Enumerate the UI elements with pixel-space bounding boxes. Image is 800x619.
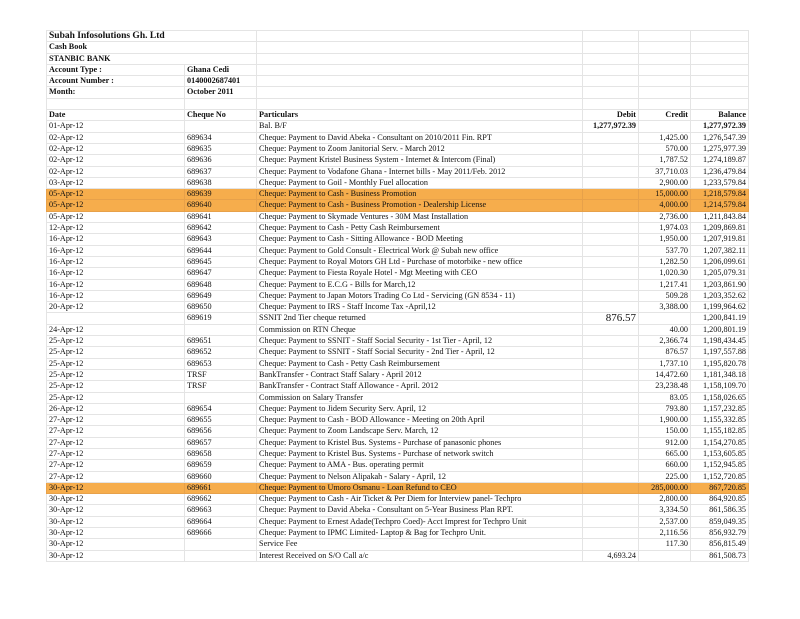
row-credit: 912.00 [639,437,691,448]
row-particulars: Interest Received on S/O Call a/c [257,550,583,561]
row-date: 05-Apr-12 [47,200,185,211]
account-type-value: Ghana Cedi [185,64,257,75]
table-row [47,223,749,234]
book-name: Cash Book [47,42,257,53]
row-debit [583,392,639,403]
row-balance: 1,207,382.11 [691,245,749,256]
row-cheque-no [185,550,257,561]
header-particulars: Particulars [257,110,583,121]
row-debit [583,166,639,177]
row-cheque-no: 689644 [185,245,257,256]
row-debit: 4,693.24 [583,550,639,561]
table-row [47,189,749,200]
cash-book-table [46,30,749,562]
month-label: Month: [47,87,185,98]
row-credit: 1,217.41 [639,279,691,290]
row-balance: 1,276,547.39 [691,132,749,143]
row-date: 25-Apr-12 [47,392,185,403]
header-debit: Debit [583,110,639,121]
row-cheque-no: 689661 [185,482,257,493]
table-row [47,132,749,143]
row-balance: 1,158,109.70 [691,381,749,392]
row-credit: 876.57 [639,347,691,358]
account-number-row [47,76,749,87]
row-credit: 1,787.52 [639,155,691,166]
table-row [47,494,749,505]
row-particulars: BankTransfer - Contract Staff AIlowance - April. 2012 [257,381,583,392]
row-cheque-no: 689654 [185,403,257,414]
row-cheque-no: 689635 [185,143,257,154]
account-number-label: Account Number : [47,76,185,87]
row-balance: 864,920.85 [691,494,749,505]
row-credit: 2,537.00 [639,516,691,527]
row-balance: 856,932.79 [691,528,749,539]
row-credit: 2,366.74 [639,336,691,347]
row-cheque-no: 689660 [185,471,257,482]
table-row [47,234,749,245]
row-date: 27-Apr-12 [47,426,185,437]
row-date: 16-Apr-12 [47,234,185,245]
row-date: 30-Apr-12 [47,482,185,493]
row-cheque-no: 689656 [185,426,257,437]
row-credit: 1,282.50 [639,256,691,267]
row-particulars: Cheque: Payment to Cash - Sitting Allowance - BOD Meeting [257,234,583,245]
row-credit: 2,116.56 [639,528,691,539]
row-balance: 1,206,099.61 [691,256,749,267]
row-credit: 660.00 [639,460,691,471]
row-date: 25-Apr-12 [47,347,185,358]
table-row [47,155,749,166]
row-particulars: Cheque: Payment Kristel Business System - Internet & Intercom (Final) [257,155,583,166]
row-balance: 856,815.49 [691,539,749,550]
row-balance: 867,720.85 [691,482,749,493]
row-particulars: Cheque: Payment to Skymade Ventures - 30M Mast Installation [257,211,583,222]
row-credit: 23,238.48 [639,381,691,392]
table-row [47,528,749,539]
table-row [47,471,749,482]
row-debit [583,132,639,143]
row-cheque-no: 689659 [185,460,257,471]
row-particulars: Cheque: Payment to Fiesta Royale Hotel - Mgt Meeting with CEO [257,268,583,279]
row-debit: 876.57 [583,313,639,324]
bank-name: STANBIC BANK [47,53,257,64]
row-credit: 3,388.00 [639,302,691,313]
row-cheque-no: 689642 [185,223,257,234]
table-row [47,324,749,335]
row-debit [583,177,639,188]
row-cheque-no: 689653 [185,358,257,369]
row-cheque-no: 689619 [185,313,257,324]
row-debit [583,403,639,414]
header-credit: Credit [639,110,691,121]
row-debit [583,347,639,358]
cash-book-body [47,31,749,562]
table-row [47,381,749,392]
company-name: Subah Infosolutions Gh. Ltd [47,31,257,42]
row-debit [583,437,639,448]
spacer-row [47,98,749,109]
row-debit [583,302,639,313]
table-row [47,437,749,448]
row-date: 27-Apr-12 [47,471,185,482]
header-balance: Balance [691,110,749,121]
row-particulars: Cheque: Payment to SSNIT - Staff Social Security - 2nd Tier - April, 12 [257,347,583,358]
row-date: 05-Apr-12 [47,189,185,200]
row-date: 30-Apr-12 [47,528,185,539]
row-credit: 2,900.00 [639,177,691,188]
row-debit [583,369,639,380]
row-credit: 509.28 [639,290,691,301]
row-balance: 1,200,801.19 [691,324,749,335]
cash-book-sheet [46,30,748,562]
row-particulars: Cheque: Payment to Goil - Monthly Fuel allocation [257,177,583,188]
row-debit [583,460,639,471]
row-cheque-no: 689652 [185,347,257,358]
row-date: 16-Apr-12 [47,290,185,301]
row-balance: 1,205,079.31 [691,268,749,279]
row-cheque-no: 689648 [185,279,257,290]
row-cheque-no: 689643 [185,234,257,245]
row-date: 27-Apr-12 [47,448,185,459]
table-row [47,200,749,211]
row-date: 27-Apr-12 [47,460,185,471]
bank-row [47,53,749,64]
row-debit [583,279,639,290]
row-balance: 1,152,720.85 [691,471,749,482]
table-row [47,505,749,516]
row-debit [583,223,639,234]
row-particulars: Cheque: Payment to Cash - Business Promotion [257,189,583,200]
row-date: 27-Apr-12 [47,437,185,448]
row-balance: 1,155,332.85 [691,415,749,426]
table-row [47,347,749,358]
row-particulars: Cheque: Payment to Cash - Business Promotion - Dealership License [257,200,583,211]
row-balance: 1,195,820.78 [691,358,749,369]
row-particulars: Cheque: Payment to Japan Motors Trading Co Ltd - Servicing (GN 8534 - 11) [257,290,583,301]
row-particulars: Bal. B/F [257,121,583,132]
row-credit: 2,800.00 [639,494,691,505]
row-credit: 40.00 [639,324,691,335]
row-cheque-no: 689662 [185,494,257,505]
row-particulars: Cheque: Payment to David Abeka - Consultant on 2010/2011 Fin. RPT [257,132,583,143]
row-balance: 861,508.73 [691,550,749,561]
row-cheque-no: TRSF [185,369,257,380]
table-row [47,369,749,380]
row-date: 30-Apr-12 [47,516,185,527]
table-row [47,143,749,154]
row-credit: 1,974.03 [639,223,691,234]
row-balance: 1,157,232.85 [691,403,749,414]
row-credit: 1,020.30 [639,268,691,279]
row-cheque-no: 689664 [185,516,257,527]
row-credit: 1,900.00 [639,415,691,426]
row-debit [583,426,639,437]
row-particulars: Cheque: Payment to Nelson Alipakah - Salary - April, 12 [257,471,583,482]
row-debit [583,448,639,459]
row-cheque-no: 689649 [185,290,257,301]
row-date: 02-Apr-12 [47,143,185,154]
row-cheque-no: 689657 [185,437,257,448]
row-credit: 537.70 [639,245,691,256]
row-debit [583,415,639,426]
row-date: 30-Apr-12 [47,505,185,516]
row-particulars: Cheque: Payment to Jidem Security Serv. April, 12 [257,403,583,414]
row-cheque-no: 689639 [185,189,257,200]
table-row [47,426,749,437]
row-credit: 225.00 [639,471,691,482]
row-cheque-no: 689636 [185,155,257,166]
row-particulars: Commission on RTN Cheque [257,324,583,335]
row-cheque-no [185,324,257,335]
row-particulars: Service Fee [257,539,583,550]
row-debit [583,290,639,301]
row-credit: 665.00 [639,448,691,459]
table-row [47,245,749,256]
row-date: 16-Apr-12 [47,279,185,290]
row-date: 25-Apr-12 [47,336,185,347]
row-date: 01-Apr-12 [47,121,185,132]
table-row [47,448,749,459]
row-debit [583,245,639,256]
row-balance: 1,152,945.85 [691,460,749,471]
row-balance: 1,209,869.81 [691,223,749,234]
row-debit [583,256,639,267]
row-cheque-no: TRSF [185,381,257,392]
row-balance: 1,203,861.90 [691,279,749,290]
row-date: 30-Apr-12 [47,539,185,550]
row-credit: 150.00 [639,426,691,437]
row-cheque-no [185,392,257,403]
row-debit [583,155,639,166]
row-date: 30-Apr-12 [47,494,185,505]
row-balance: 1,218,579.84 [691,189,749,200]
row-balance: 1,153,605.85 [691,448,749,459]
row-cheque-no: 689640 [185,200,257,211]
row-balance: 1,275,977.39 [691,143,749,154]
row-cheque-no: 689638 [185,177,257,188]
row-balance: 1,155,182.85 [691,426,749,437]
row-particulars: Cheque: Payment to AMA - Bus. operating permit [257,460,583,471]
table-row [47,313,749,324]
row-date: 25-Apr-12 [47,369,185,380]
row-date: 25-Apr-12 [47,358,185,369]
row-date: 16-Apr-12 [47,256,185,267]
row-balance: 1,203,352.62 [691,290,749,301]
row-balance: 1,236,479.84 [691,166,749,177]
row-balance: 1,214,579.84 [691,200,749,211]
row-debit [583,381,639,392]
row-cheque-no: 689645 [185,256,257,267]
row-date: 16-Apr-12 [47,268,185,279]
row-date: 26-Apr-12 [47,403,185,414]
table-row [47,392,749,403]
row-balance: 1,211,843.84 [691,211,749,222]
row-credit: 793.80 [639,403,691,414]
row-balance: 861,586.35 [691,505,749,516]
row-date: 25-Apr-12 [47,381,185,392]
row-date: 05-Apr-12 [47,211,185,222]
table-row [47,279,749,290]
company-row [47,31,749,42]
row-cheque-no: 689663 [185,505,257,516]
row-balance: 1,181,348.18 [691,369,749,380]
row-debit [583,516,639,527]
row-credit: 4,000.00 [639,200,691,211]
row-credit: 2,736.00 [639,211,691,222]
table-row [47,415,749,426]
account-number-value: 0140002687401 [185,76,257,87]
table-row [47,290,749,301]
row-balance: 1,207,919.81 [691,234,749,245]
row-particulars: Cheque: Payment to Ernest Adade(Techpro Coed)- Acct Imprest for Techpro Unit [257,516,583,527]
row-particulars: Cheque: Payment to Cash - BOD Allowance - Meeting on 20th April [257,415,583,426]
row-particulars: Cheque: Payment to IPMC Limited- Laptop & Bag for Techpro Unit. [257,528,583,539]
row-debit [583,471,639,482]
row-cheque-no: 689637 [185,166,257,177]
row-particulars: Cheque: Payment to Umoro Osmanu - Loan Refund to CEO [257,482,583,493]
row-particulars: Cheque: Payment to IRS - Staff Income Tax -April,12 [257,302,583,313]
table-row [47,268,749,279]
row-balance: 1,158,026.65 [691,392,749,403]
row-date [47,313,185,324]
row-debit [583,268,639,279]
row-particulars: Cheque: Payment to SSNIT - Staff Social Security - 1st Tier - April, 12 [257,336,583,347]
row-debit [583,211,639,222]
row-cheque-no [185,121,257,132]
row-credit [639,121,691,132]
row-date: 20-Apr-12 [47,302,185,313]
book-row [47,42,749,53]
row-credit: 1,950.00 [639,234,691,245]
row-particulars: Cheque: Payment to E.C.G - Bills for March,12 [257,279,583,290]
row-balance: 1,199,964.62 [691,302,749,313]
row-particulars: Cheque: Payment to Royal Motors GH Ltd - Purchase of motorbike - new office [257,256,583,267]
row-cheque-no: 689647 [185,268,257,279]
table-row [47,550,749,561]
table-row [47,516,749,527]
row-credit: 14,472.60 [639,369,691,380]
table-row [47,403,749,414]
row-particulars: Cheque: Payment to Gold Consult - Electrical Work @ Subah new office [257,245,583,256]
row-cheque-no [185,539,257,550]
row-credit: 37,710.03 [639,166,691,177]
row-particulars: Cheque: Payment to Kristel Bus. Systems - Purchase of network switch [257,448,583,459]
row-credit: 117.30 [639,539,691,550]
row-date: 16-Apr-12 [47,245,185,256]
row-credit: 1,737.10 [639,358,691,369]
row-date: 02-Apr-12 [47,166,185,177]
row-cheque-no: 689650 [185,302,257,313]
row-balance: 1,200,841.19 [691,313,749,324]
header-date: Date [47,110,185,121]
table-row [47,121,749,132]
row-credit [639,313,691,324]
row-debit [583,358,639,369]
row-balance: 1,233,579.84 [691,177,749,188]
table-row [47,482,749,493]
table-row [47,460,749,471]
row-date: 03-Apr-12 [47,177,185,188]
row-debit [583,234,639,245]
row-date: 02-Apr-12 [47,155,185,166]
row-balance: 859,049.35 [691,516,749,527]
row-debit [583,324,639,335]
month-row [47,87,749,98]
account-type-label: Account Type : [47,64,185,75]
row-credit [639,550,691,561]
row-debit [583,482,639,493]
row-debit: 1,277,972.39 [583,121,639,132]
row-particulars: SSNIT 2nd Tier cheque returned [257,313,583,324]
month-value: October 2011 [185,87,257,98]
header-cheque-no: Cheque No [185,110,257,121]
row-particulars: Cheque: Payment to Kristel Bus. Systems - Purchase of panasonic phones [257,437,583,448]
row-debit [583,539,639,550]
row-date: 02-Apr-12 [47,132,185,143]
table-row [47,358,749,369]
table-row [47,336,749,347]
row-debit [583,494,639,505]
row-credit: 83.05 [639,392,691,403]
column-header-row [47,110,749,121]
row-debit [583,528,639,539]
row-credit: 3,334.50 [639,505,691,516]
row-debit [583,189,639,200]
row-date: 24-Apr-12 [47,324,185,335]
table-row [47,211,749,222]
table-row [47,302,749,313]
row-cheque-no: 689651 [185,336,257,347]
row-credit: 570.00 [639,143,691,154]
table-row [47,177,749,188]
row-particulars: BankTransfer - Contract Staff Salary - April 2012 [257,369,583,380]
row-particulars: Cheque: Payment to Vodafone Ghana - Internet bills - May 2011/Feb. 2012 [257,166,583,177]
row-cheque-no: 689634 [185,132,257,143]
row-balance: 1,154,270.85 [691,437,749,448]
row-cheque-no: 689666 [185,528,257,539]
row-particulars: Cheque: Payment to Zoom Landscape Serv. March, 12 [257,426,583,437]
row-balance: 1,274,189.87 [691,155,749,166]
row-cheque-no: 689655 [185,415,257,426]
row-credit: 285,000.00 [639,482,691,493]
row-particulars: Commission on Salary Transfer [257,392,583,403]
row-credit: 1,425.00 [639,132,691,143]
row-date: 12-Apr-12 [47,223,185,234]
row-balance: 1,277,972.39 [691,121,749,132]
row-date: 30-Apr-12 [47,550,185,561]
row-debit [583,336,639,347]
table-row [47,256,749,267]
account-type-row [47,64,749,75]
row-cheque-no: 689641 [185,211,257,222]
row-debit [583,143,639,154]
row-particulars: Cheque: Payment to Cash - Petty Cash Reimbursement [257,223,583,234]
table-row [47,539,749,550]
row-date: 27-Apr-12 [47,415,185,426]
row-particulars: Cheque: Payment to David Abeka - Consultant on 5-Year Business Plan RPT. [257,505,583,516]
row-debit [583,505,639,516]
row-balance: 1,198,434.45 [691,336,749,347]
row-balance: 1,197,557.88 [691,347,749,358]
row-credit: 15,000.00 [639,189,691,200]
row-particulars: Cheque: Payment to Zoom Janitorial Serv. - March 2012 [257,143,583,154]
row-cheque-no: 689658 [185,448,257,459]
row-particulars: Cheque: Payment to Cash - Petty Cash Reimbursement [257,358,583,369]
row-debit [583,200,639,211]
row-particulars: Cheque: Payment to Cash - Air Ticket & Per Diem for Interview panel- Techpro [257,494,583,505]
table-row [47,166,749,177]
